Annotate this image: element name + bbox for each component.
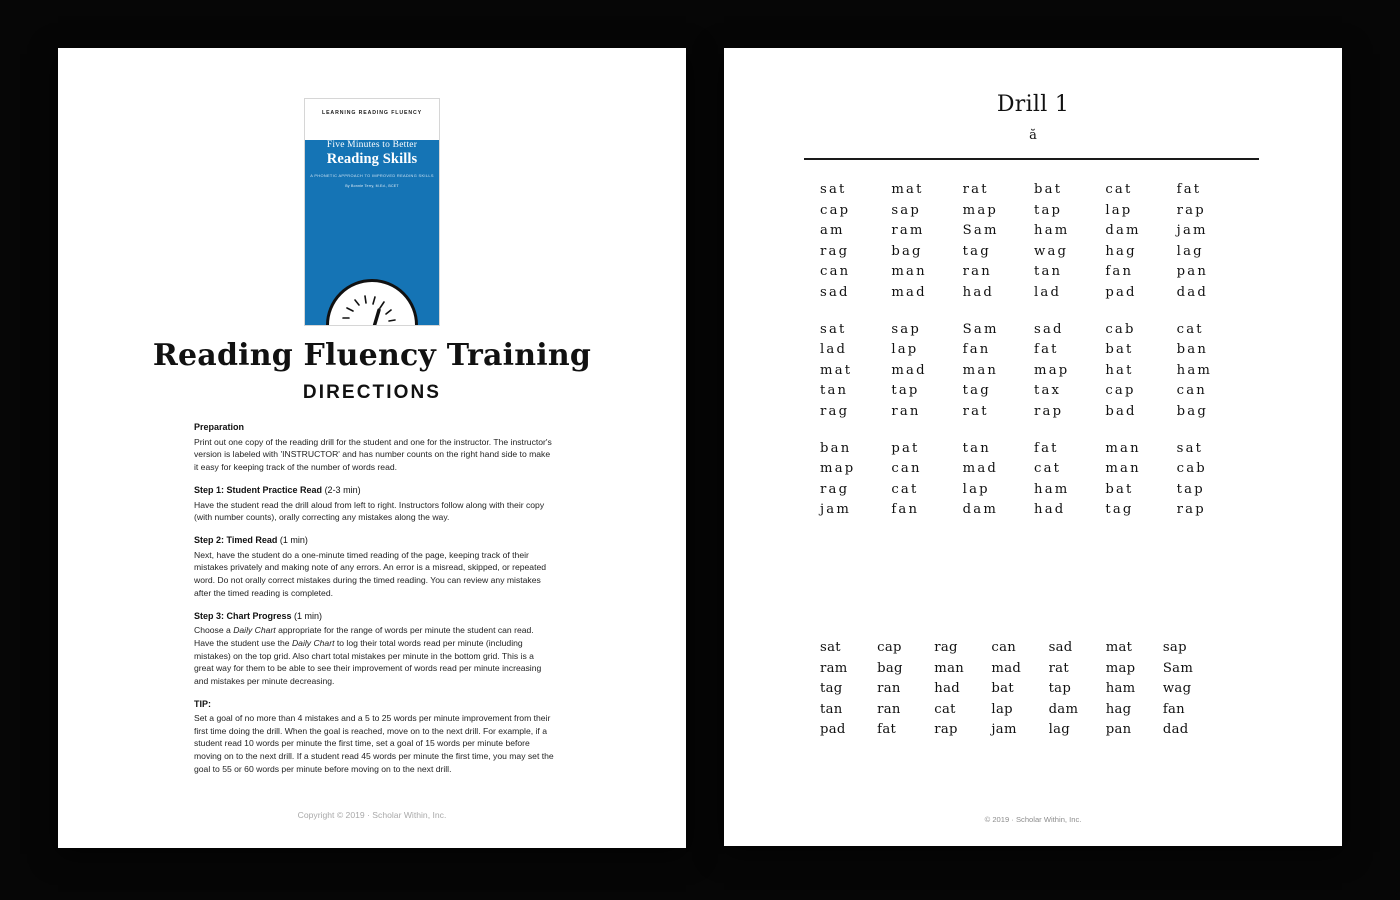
drill-word: rap: [934, 722, 958, 737]
drill-word: man: [1105, 440, 1141, 456]
italic-term: Daily Chart: [233, 625, 276, 636]
drill-word: mat: [891, 182, 924, 197]
drill-word: cap: [820, 202, 851, 218]
drill-row: [820, 322, 1248, 337]
tip-text: Set a goal of no more than 4 mistakes and a 5 to 25 words per minute improvement from their first time doing the drill. When the goal is reached, move on to the next drill. For example, if a student read 10 words per minute the first time, set a goal of 15 words per minute before moving on to the next drill. If a student read 45 words per minute the first time, you may set the goal to 55 or 60 words per minute before moving on to the next drill.: [194, 712, 554, 774]
drill-word: bad: [1105, 403, 1137, 419]
drill-word: fat: [1034, 440, 1059, 456]
drill-word: tag: [1105, 502, 1134, 518]
drill-word: bat: [991, 681, 1014, 696]
drill-word: tag: [962, 243, 991, 259]
drill-word: ran: [891, 403, 921, 419]
drill-word: lad: [820, 342, 848, 358]
drill-word: lag: [1176, 243, 1204, 259]
drill-row: [820, 223, 1248, 238]
drill-block: [820, 322, 1248, 419]
cover-line1: Five Minutes to Better: [326, 140, 418, 150]
drill-row: [820, 640, 1220, 655]
drill-word: dad: [1162, 722, 1189, 737]
drill-word: sap: [891, 202, 921, 218]
drill-word: can: [991, 640, 1017, 655]
cover-body: [305, 140, 439, 326]
drill-word: pan: [1176, 264, 1209, 280]
drill-word: hag: [1105, 701, 1132, 717]
drill-word: mad: [991, 660, 1022, 676]
page-subtitle: DIRECTIONS: [302, 382, 442, 403]
drill-word: had: [934, 681, 960, 696]
drill-word: fan: [1162, 701, 1185, 717]
drill-word: fat: [877, 722, 897, 737]
section-heading-text: Step 3: Chart Progress: [194, 610, 292, 621]
section-text: Print out one copy of the reading drill for the student and one for the instructor. The instructor's version is labeled with 'INSTRUCTOR' and has number counts on the right hand side to make it easy for keeping track of the number of words read.: [194, 436, 552, 473]
drill-word: can: [891, 461, 922, 477]
drill-word: bag: [877, 660, 903, 676]
drill-word: mat: [820, 362, 853, 378]
drill-word: jam: [991, 722, 1017, 737]
drill-word: had: [1034, 502, 1066, 518]
page-title: Reading Fluency Training: [152, 338, 592, 373]
cover-author: By Bonnie Terry, M.Ed., BCET: [345, 184, 399, 188]
drill-word: fan: [962, 342, 991, 358]
section-step-2: [194, 535, 554, 600]
drill-word: bat: [1034, 182, 1063, 197]
drill-word: cat: [1105, 182, 1133, 197]
drill-word: rat: [962, 182, 989, 197]
drill-word: pat: [891, 440, 920, 456]
drill-word: tap: [1034, 202, 1063, 218]
text-fragment: appropriate for the range of words per minute the student can read. Have the student use the: [194, 625, 534, 648]
section-heading: [194, 535, 554, 547]
drill-word: man: [934, 660, 965, 676]
drill-word: rap: [1034, 403, 1064, 419]
drill-word: mad: [891, 284, 927, 300]
drill-word: man: [962, 362, 999, 378]
drill-word: sat: [1176, 440, 1204, 456]
drill-word: fan: [891, 502, 920, 518]
drill-phoneme: ă: [1029, 128, 1037, 143]
drill-word: tan: [1034, 264, 1063, 280]
drill-row: [820, 285, 1248, 300]
drill-word: sap: [1162, 640, 1187, 655]
block-spacer: [820, 306, 1248, 322]
drill-word: sad: [820, 284, 850, 300]
drill-word: rag: [934, 640, 958, 655]
drill-row: [820, 182, 1248, 197]
cover-banner: [305, 99, 439, 127]
drill-word: pad: [1105, 284, 1137, 300]
drill-word: tap: [1176, 481, 1205, 497]
drill-word: cap: [1105, 383, 1136, 399]
drill-word: jam: [1176, 223, 1208, 239]
drill-word: jam: [820, 502, 852, 518]
drill-page: [724, 48, 1342, 846]
drill-word: fat: [1034, 342, 1059, 358]
drill-word: tag: [820, 681, 843, 696]
drill-word-grid-bottom: [820, 640, 1220, 743]
drill-word: lag: [1048, 722, 1070, 737]
drill-word: can: [1176, 383, 1207, 399]
drill-word: wag: [1034, 243, 1069, 259]
drill-word: dam: [1048, 701, 1079, 717]
drill-word: ham: [1034, 223, 1070, 239]
section-text: Next, have the student do a one-minute timed reading of the page, keeping track of their mistakes privately and making note of any errors. An error is a misread, skipped, or repeated word. Do not orally correct mistakes during the timed reading. You can review any mistakes after the timed reading is completed.: [194, 549, 547, 598]
drill-word: tag: [962, 383, 991, 399]
drill-row: [820, 722, 1220, 737]
drill-word: hat: [1105, 362, 1134, 378]
drill-word: tax: [1034, 383, 1062, 399]
section-duration: (1 min): [279, 534, 308, 545]
drill-word: mad: [962, 461, 999, 477]
text-fragment: to log their total words read per minute (including mistakes) on the top grid. Also chart total mistakes per minute in the bottom grid. This is a great way for them to be able to see their improvement of words read per minute increasing and mistakes per minute decreasing.: [194, 637, 542, 687]
drill-word: bag: [891, 243, 923, 259]
drill-word: ham: [1034, 481, 1070, 497]
drill-word: hag: [1105, 243, 1137, 259]
drill-word: cat: [1034, 461, 1062, 477]
drill-word: man: [891, 264, 927, 280]
drill-block: [820, 182, 1248, 300]
block-spacer: [820, 425, 1248, 441]
drill-word: dad: [1176, 284, 1209, 300]
section-heading: [194, 485, 554, 497]
drill-word: map: [1105, 660, 1136, 676]
drill-word: mat: [1105, 640, 1133, 655]
book-cover-thumbnail: [304, 98, 440, 326]
drill-row: [820, 342, 1248, 357]
section-heading: [194, 611, 554, 623]
section-text: [194, 624, 554, 688]
italic-term: Daily Chart: [291, 637, 335, 648]
directions-body: [194, 422, 554, 786]
section-text: Have the student read the drill aloud from left to right. Instructors follow along with their copy (with number counts), orally correcting any mistakes along the way.: [194, 499, 545, 523]
drill-word: sad: [1048, 640, 1073, 655]
drill-word: tap: [891, 383, 920, 399]
drill-word: cat: [891, 481, 919, 497]
directions-page: [58, 48, 686, 848]
drill-word: pan: [1105, 722, 1132, 737]
drill-word: cap: [877, 640, 902, 655]
drill-word-grid: [820, 182, 1248, 523]
section-step-3: [194, 611, 554, 688]
drill-row: [820, 441, 1248, 456]
drill-word: ban: [820, 440, 852, 456]
section-preparation: [194, 422, 554, 474]
drill-word: ham: [1105, 681, 1136, 696]
drill-word: sat: [820, 182, 847, 197]
section-heading: [194, 422, 554, 434]
drill-word: bat: [1105, 342, 1134, 358]
section-heading-text: Step 1: Student Practice Read: [194, 484, 323, 495]
section-duration: (2-3 min): [324, 484, 361, 495]
drill-row: [820, 363, 1248, 378]
tip-heading: TIP:: [194, 698, 211, 709]
drill-word: am: [820, 223, 845, 239]
drill-divider: [804, 158, 1259, 160]
drill-word: ran: [877, 681, 901, 696]
section-duration: (1 min): [294, 610, 323, 621]
drill-word: map: [1034, 362, 1070, 378]
drill-word: tan: [962, 440, 991, 456]
drill-row: [820, 383, 1248, 398]
drill-word: can: [820, 264, 851, 280]
cover-banner-text: LEARNING READING FLUENCY: [322, 110, 422, 116]
drill-word: tan: [820, 383, 849, 399]
drill-word: Sam: [1162, 660, 1194, 676]
drill-word: cat: [934, 701, 956, 717]
drill-word: rag: [820, 403, 850, 419]
speedometer-icon: [326, 279, 418, 326]
drill-word: cab: [1105, 321, 1136, 337]
drill-word: rag: [820, 481, 850, 497]
drill-word: wag: [1162, 681, 1192, 696]
drill-word: bag: [1176, 403, 1209, 419]
drill-word: dam: [962, 502, 999, 518]
right-page-footer: © 2019 · Scholar Within, Inc.: [984, 815, 1082, 824]
drill-word: cat: [1176, 321, 1204, 337]
drill-word: sad: [1034, 321, 1064, 337]
drill-word: fan: [1105, 264, 1134, 280]
drill-word: bat: [1105, 481, 1134, 497]
drill-row: [820, 264, 1248, 279]
drill-row: [820, 404, 1248, 419]
drill-word: rap: [1176, 202, 1206, 218]
drill-word: rap: [1176, 502, 1206, 518]
drill-word: dam: [1105, 223, 1141, 239]
drill-word: ban: [1176, 342, 1209, 358]
drill-word: had: [962, 284, 995, 300]
drill-word: Sam: [962, 321, 999, 337]
drill-word: tan: [820, 701, 843, 717]
drill-word: lap: [891, 342, 919, 358]
drill-word: rag: [820, 243, 850, 259]
drill-row: [820, 482, 1248, 497]
drill-word: ham: [1176, 362, 1213, 378]
drill-word: ram: [891, 223, 925, 239]
section-heading-text: Preparation: [194, 422, 245, 432]
text-fragment: Choose a: [194, 625, 234, 636]
drill-word: mad: [891, 362, 927, 378]
drill-title: Drill 1: [996, 92, 1070, 117]
section-heading-text: Step 2: Timed Read: [194, 534, 278, 545]
drill-word: sap: [891, 321, 921, 337]
drill-row: [820, 702, 1220, 717]
drill-word: rat: [962, 403, 989, 419]
drill-word: sat: [820, 640, 841, 655]
drill-row: [820, 244, 1248, 259]
drill-row: [820, 681, 1220, 696]
left-page-footer: Copyright © 2019 · Scholar Within, Inc.: [297, 810, 447, 820]
drill-word: ram: [820, 660, 848, 676]
drill-block: [820, 441, 1248, 518]
drill-word: rat: [1048, 660, 1069, 676]
drill-row: [820, 203, 1248, 218]
drill-word: sat: [820, 321, 847, 337]
drill-word: lap: [1105, 202, 1133, 218]
drill-row: [820, 502, 1248, 517]
drill-word: lad: [1034, 284, 1062, 300]
drill-word: ran: [962, 264, 992, 280]
drill-row: [820, 461, 1248, 476]
drill-word: map: [962, 202, 999, 218]
drill-row: [820, 661, 1220, 676]
drill-word: Sam: [962, 223, 999, 239]
drill-word: man: [1105, 461, 1141, 477]
drill-word: fat: [1176, 182, 1202, 197]
drill-word: map: [820, 461, 856, 477]
section-step-1: [194, 485, 554, 524]
drill-word: lap: [991, 701, 1013, 717]
cover-line2: Reading Skills: [326, 151, 418, 167]
drill-word: pad: [820, 722, 846, 737]
drill-word: lap: [962, 481, 990, 497]
drill-word: cab: [1176, 461, 1207, 477]
drill-word: ran: [877, 701, 901, 717]
cover-tagline: A PHONETIC APPROACH TO IMPROVED READING SKILLS: [310, 173, 434, 178]
section-tip: [194, 699, 554, 776]
drill-word: tap: [1048, 681, 1072, 696]
